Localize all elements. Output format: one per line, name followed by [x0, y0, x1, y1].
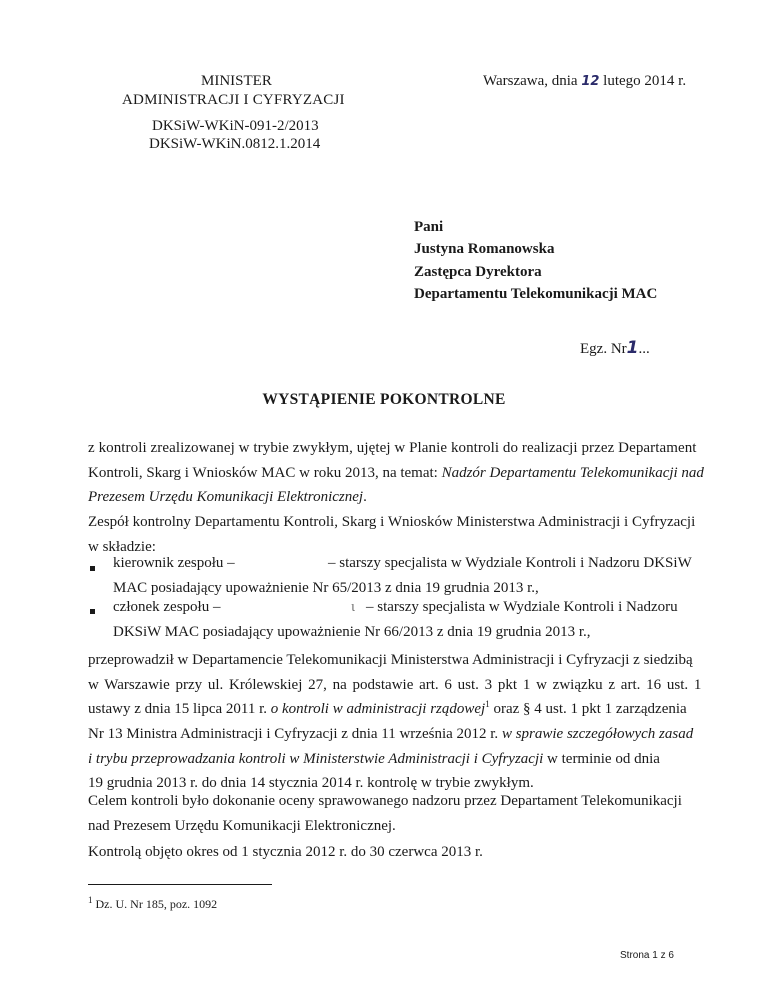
intro-line-2 [88, 461, 704, 486]
page-number: Strona 1 z 6 [620, 950, 674, 961]
copy-number-prefix: Egz. Nr [580, 341, 627, 357]
reference-number-2: DKSiW-WKiN.0812.1.2014 [149, 136, 321, 152]
footnote-separator [88, 884, 272, 885]
main-paragraph [88, 648, 702, 796]
purpose-line-1-text: Celem kontroli było dokonanie oceny sprawowanego nadzoru przez Departament Telekomunikacji [88, 793, 682, 809]
copy-number [580, 339, 650, 359]
intro-line-3 [88, 485, 680, 510]
member-2-line-2 [113, 620, 683, 645]
main-line-1 [88, 648, 693, 673]
footnote-ref: 1 [485, 699, 490, 710]
main-line-1-text: przeprowadził w Departamencie Telekomunikacji Ministerstwa Administracji i Cyfryzacji z siedzibą [88, 652, 693, 668]
footnote [88, 897, 217, 912]
intro-subject-italic-2: Prezesem Urzędu Komunikacji Elektronicznej [88, 489, 364, 506]
main-line-5 [88, 747, 682, 772]
date-suffix: lutego 2014 r. [603, 73, 687, 89]
bullet-marker [90, 566, 95, 571]
main-line-6-text: 19 grudnia 2013 r. do dnia 14 stycznia 2014 r. kontrolę w trybie zwykłym. [88, 775, 534, 792]
intro-line-3-end: . [363, 489, 367, 506]
main-regulation-italic: w sprawie szczegółowych zasad [501, 726, 694, 743]
bullet-marker [90, 609, 95, 614]
member-2-role: członek zespołu – [113, 599, 221, 615]
member-1-authorization: MAC posiadający upoważnienie Nr 65/2013 z dnia 19 grudnia 2013 r., [113, 579, 539, 596]
member-1-role: kierownik zespołu – [113, 555, 235, 571]
place-date-prefix: Warszawa, dnia [483, 73, 578, 89]
addressee-department: Departamentu Telekomunikacji MAC [414, 286, 658, 302]
reference-number-1: DKSiW-WKiN-091-2/2013 [152, 118, 319, 134]
team-member-1 [113, 551, 692, 600]
main-line-4-a: Nr 13 Ministra Administracji i Cyfryzacji z dnia 11 września 2012 r. [88, 726, 499, 743]
main-line-5-b: w terminie od dnia [547, 750, 660, 767]
intro-subject-italic: Nadzór Departamentu Telekomunikacji nad [441, 464, 704, 481]
member-1-line-1 [113, 551, 692, 576]
addressee-salutation: Pani [414, 219, 444, 235]
intro-line-4-text: Zespół kontrolny Departamentu Kontroli, Skarg i Wniosków Ministerstwa Administracji i Cyfryzacji [88, 514, 696, 531]
intro-line-1-text: z kontroli zrealizowanej w trybie zwykłym, ujętej w Planie kontroli do realizacji przez Departament [88, 440, 697, 456]
footnote-text: Dz. U. Nr 185, poz. 1092 [95, 897, 218, 911]
addressee-name: Justyna Romanowska [414, 241, 555, 257]
intro-line-4 [88, 510, 696, 535]
main-regulation-italic-2: i trybu przeprowadzania kontroli w Ministerstwie Administracji i Cyfryzacji [88, 750, 544, 767]
main-line-3-b: oraz § 4 ust. 1 pkt 1 zarządzenia [493, 701, 687, 718]
main-line-3 [88, 697, 687, 722]
footnote-number: 1 [88, 895, 93, 905]
addressee-position: Zastępca Dyrektora [414, 264, 542, 280]
member-2-line-1 [113, 595, 683, 620]
intro-line-5-text: w składzie: [88, 538, 156, 555]
intro-paragraph [88, 436, 704, 559]
ministry-name-line2: ADMINISTRACJI I CYFRYZACJI [122, 92, 345, 108]
team-member-2 [113, 595, 683, 644]
scope-sentence: Kontrolą objęto okres od 1 stycznia 2012 r. do 30 czerwca 2013 r. [88, 844, 483, 860]
purpose-paragraph [88, 789, 682, 838]
main-act-title-italic: o kontroli w administracji rządowej [270, 701, 486, 718]
intro-line-2-normal: Kontroli, Skarg i Wniosków MAC w roku 2013, na temat: [88, 464, 438, 481]
member-2-role-desc: – starszy specjalista w Wydziale Kontroli i Nadzoru [366, 599, 678, 615]
place-date [483, 72, 686, 91]
purpose-line-2-text: nad Prezesem Urzędu Komunikacji Elektronicznej. [88, 817, 396, 834]
member-1-role-desc: – starszy specjalista w Wydziale Kontroli i Nadzoru DKSiW [328, 555, 692, 571]
document-title: WYSTĄPIENIE POKONTROLNE [262, 391, 506, 408]
main-line-2 [88, 673, 702, 698]
copy-number-suffix: ... [638, 341, 650, 357]
purpose-line-2 [88, 814, 682, 839]
main-line-4 [88, 722, 694, 747]
member-2-authorization: DKSiW MAC posiadający upoważnienie Nr 66/2013 z dnia 19 grudnia 2013 r., [113, 623, 591, 640]
main-line-2-text: w Warszawie przy ul. Królewskiej 27, na podstawie art. 6 ust. 3 pkt 1 w związku z art. 16 ust. 1 [88, 676, 702, 693]
purpose-line-1 [88, 789, 682, 814]
handwritten-day: 12 [581, 74, 600, 89]
member-2-mark: ι [351, 599, 356, 615]
intro-line-1 [88, 436, 697, 461]
ministry-name-line1: MINISTER [201, 73, 272, 89]
handwritten-copy-number: 1 [626, 338, 639, 358]
main-line-3-a: ustawy z dnia 15 lipca 2011 r. [88, 701, 267, 718]
